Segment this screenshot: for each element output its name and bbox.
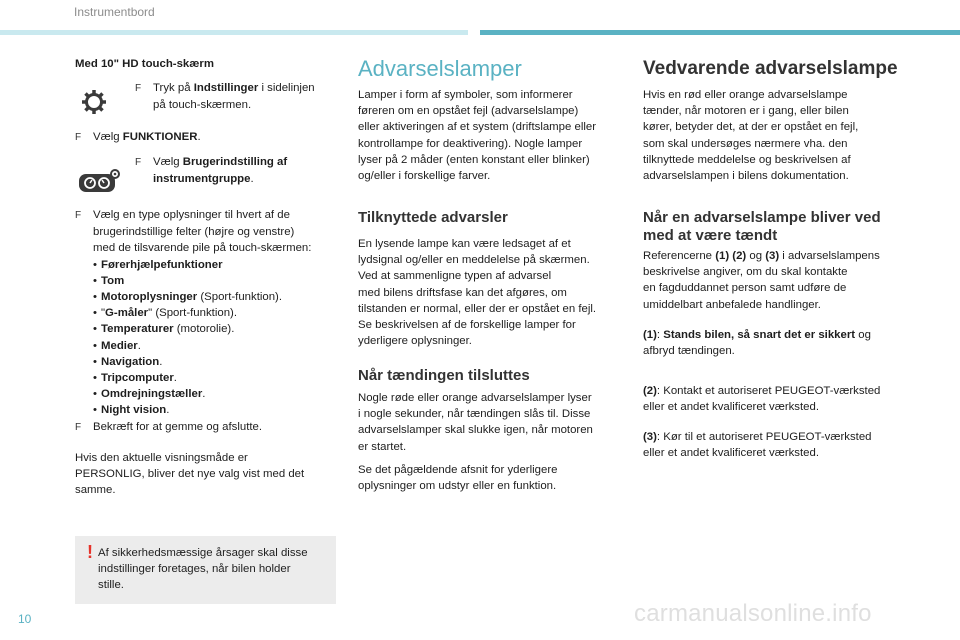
ignition-on-text: Nogle røde eller orange advarselslamper lyser i nogle sekunder, når tændingen slås til. Disse advarselslamper skal slukke igen, når motoren er startet. [358, 392, 593, 453]
check-glyph: F [75, 132, 82, 143]
info-type-list [75, 257, 345, 419]
list-item: • Medier. [93, 338, 345, 354]
ignition-on-heading: Når tændingen tilsluttes [358, 367, 530, 384]
associated-warnings-heading: Tilknyttede advarsler [358, 209, 508, 226]
gear-icon [80, 88, 108, 116]
list-item: • Tom [93, 273, 345, 289]
references-text: Referencerne (1) (2) og (3) i advarselslampens beskrivelse angiver, om du skal kontakte en fagduddannet person samt udføre de umiddelbart anbefalede handlinger. [643, 250, 880, 311]
instrument-cluster-settings-icon [78, 168, 122, 194]
reference-2-text: (2): Kontakt et autoriseret PEUGEOT-værksted eller et andet kvalificeret værksted. [643, 385, 881, 414]
safety-warning-box [75, 536, 336, 604]
persistent-lamp-intro: Hvis en rød eller orange advarselslampe tænder, når motoren er i gang, eller bilen kører, betyder det, at der er opstået en fejl, som skal undersøges nærmere vha. den tilknyttede meddelelse og beskrivelsen af advarselslampen i bilens dokumentation. [643, 89, 859, 183]
page-number: 10 [18, 612, 32, 626]
check-glyph: F [135, 83, 142, 94]
check-glyph: F [135, 157, 142, 168]
list-item: • Navigation. [93, 354, 345, 370]
watermark: carmanualsonline.info [634, 600, 872, 627]
step-choose-info-types: F Vælg en type oplysninger til hvert af de brugerindstillige felter (højre og venstre) med de tilsvarende pile på touch-skærmen: • Førerhjælpefunktioner • Tom • Motoroplysninger (Sport-funktion). • "G-måler" (Sport-funktion). • Temperaturer (motorolie). • Medier. • Navigation. • Tripcomputer. • Omdrejningstæller. • Night vision. F Bekræft for at gemme og afslutte. [75, 207, 345, 436]
step-select-cluster-settings: F Vælg Brugerindstilling af instrumentgruppe. [135, 156, 288, 186]
list-item: • Temperaturer (motorolie). [93, 321, 345, 337]
step-tap-settings: F Tryk på Indstillinger i sidelinjen på touch-skærmen. [135, 82, 315, 112]
list-item: • Tripcomputer. [93, 370, 345, 386]
check-glyph: F [75, 421, 82, 433]
lamp-stays-on-heading: Når en advarselslampe bliver ved med at være tændt [643, 209, 881, 244]
list-item: • Førerhjælpefunktioner [93, 257, 345, 273]
header-bar-light [0, 30, 468, 35]
check-glyph: F [75, 210, 82, 221]
reference-1-text: (1): Stands bilen, så snart det er sikkert og afbryd tændingen. [643, 329, 871, 358]
ignition-on-more-info: Se det pågældende afsnit for yderligere oplysninger om udstyr eller en funktion. [358, 464, 558, 493]
list-item: • Omdrejningstæller. [93, 386, 345, 402]
header-bar-accent [480, 30, 960, 35]
touchscreen-heading: Med 10" HD touch-skærm [75, 58, 214, 70]
warning-icon: ! [87, 542, 93, 562]
list-item: • "G-måler" (Sport-funktion). [93, 305, 345, 321]
warning-lamps-intro: Lamper i form af symboler, som informerer føreren om en opstået fejl (advarselslampe) eller aktiveringen af et system (driftslampe eller kontrollampe for deaktivering). Nogle lamper lyser på 2 måder (enten konstant eller blinker) og/eller i forskellige farver. [358, 89, 597, 183]
step-select-functions: F Vælg FUNKTIONER. [75, 129, 201, 146]
persistent-lamp-title: Vedvarende advarselslampe [643, 58, 898, 79]
warning-lamps-title: Advarselslamper [358, 56, 522, 81]
section-label: Instrumentbord [74, 5, 155, 19]
safety-warning-text: Af sikkerhedsmæssige årsager skal disse indstillinger foretages, når bilen holder stille. [98, 547, 308, 592]
associated-warnings-text: En lysende lampe kan være ledsaget af et lydsignal og/eller en meddelelse på skærmen. Ved at sammenligne typen af advarsel med bilens driftsfase kan det afgøres, om tilstanden er normal, eller der er opstået en fejl. Se beskrivelsen af de forskellige lamper for yderligere oplysninger. [358, 238, 597, 348]
reference-3-text: (3): Kør til et autoriseret PEUGEOT-værksted eller et andet kvalificeret værksted. [643, 431, 872, 460]
list-item: • Night vision. [93, 402, 345, 418]
personal-mode-note: Hvis den aktuelle visningsmåde er PERSONLIG, bliver det nye valg vist med det samme. [75, 452, 305, 497]
list-item: • Motoroplysninger (Sport-funktion). [93, 289, 345, 305]
